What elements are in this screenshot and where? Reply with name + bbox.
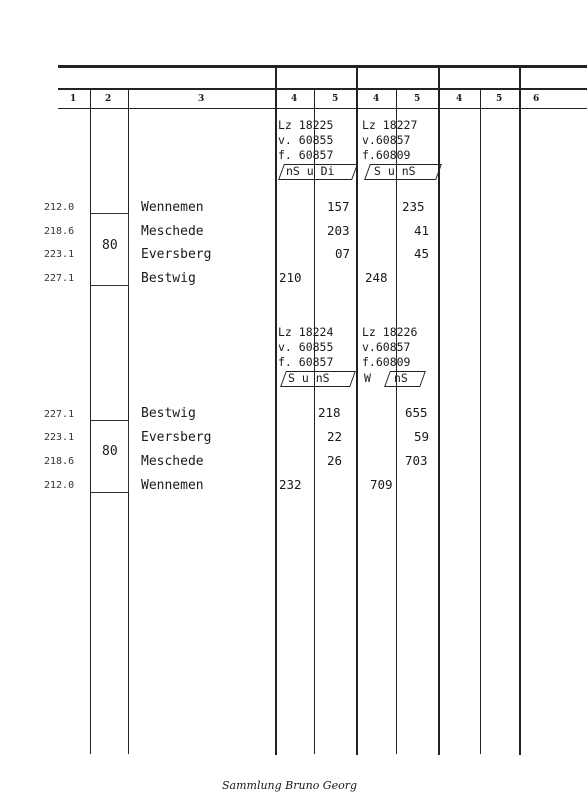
time-a5: 203 xyxy=(327,223,350,238)
col-number-5c: 5 xyxy=(496,94,503,104)
train-b-note: nS xyxy=(394,371,408,385)
train-b-note: S u nS xyxy=(374,164,416,178)
header-rule-top xyxy=(58,88,587,90)
col-number-5: 5 xyxy=(332,94,339,104)
time-a4: 210 xyxy=(279,270,302,285)
train-b-line-2: v.60857 xyxy=(362,340,411,354)
km-value: 227.1 xyxy=(44,273,75,284)
col-number-4: 4 xyxy=(291,94,298,104)
station-name: Meschede xyxy=(141,224,204,239)
train-b-note-prefix: W xyxy=(364,371,371,385)
col-number-4c: 4 xyxy=(456,94,463,104)
time-a5: 218 xyxy=(318,405,341,420)
km-value: 218.6 xyxy=(44,456,75,467)
train-b-line-3: f.60809 xyxy=(362,148,411,162)
time-b4: 248 xyxy=(365,270,388,285)
collection-credit: Sammlung Bruno Georg xyxy=(222,779,358,792)
train-a-line-3: f. 60857 xyxy=(278,355,334,369)
km-value: 223.1 xyxy=(44,249,75,260)
col-divider-5 xyxy=(356,65,358,755)
speed-value-2: 80 xyxy=(102,444,118,459)
station-name: Bestwig xyxy=(141,406,196,421)
col-divider-9 xyxy=(519,65,521,755)
train-a-note: S u nS xyxy=(288,371,330,385)
col-divider-4 xyxy=(314,89,315,754)
train-a-line-1: Lz 18224 xyxy=(278,325,334,339)
train-a-line-2: v. 60855 xyxy=(278,133,334,147)
km-value: 212.0 xyxy=(44,202,75,213)
col-number-5b: 5 xyxy=(414,94,421,104)
km-value: 223.1 xyxy=(44,432,75,443)
col-number-3: 3 xyxy=(198,94,205,104)
col-divider-3 xyxy=(275,65,277,755)
header-rule-bottom xyxy=(58,108,587,109)
time-a5: 22 xyxy=(327,429,343,444)
station-name: Wennemen xyxy=(141,200,204,215)
col-divider-8 xyxy=(480,89,481,754)
time-b5: 45 xyxy=(414,246,430,261)
station-name: Eversberg xyxy=(141,247,212,262)
train-a-line-1: Lz 18225 xyxy=(278,118,334,132)
time-b5: 235 xyxy=(402,199,425,214)
km-value: 218.6 xyxy=(44,226,75,237)
speed-value-1: 80 xyxy=(102,238,118,253)
col-number-1: 1 xyxy=(70,94,77,104)
station-name: Eversberg xyxy=(141,430,212,445)
time-a5: 157 xyxy=(327,199,350,214)
train-b-line-1: Lz 18226 xyxy=(362,325,418,339)
time-b5: 59 xyxy=(414,429,430,444)
time-b5: 655 xyxy=(405,405,428,420)
time-a5: 26 xyxy=(327,453,343,468)
time-a4: 232 xyxy=(279,477,302,492)
col-divider-6 xyxy=(396,89,397,754)
train-b-line-2: v.60857 xyxy=(362,133,411,147)
train-b-line-1: Lz 18227 xyxy=(362,118,418,132)
km-value: 227.1 xyxy=(44,409,75,420)
km-value: 212.0 xyxy=(44,480,75,491)
time-a5: 07 xyxy=(335,246,351,261)
train-a-note: nS u Di xyxy=(286,164,335,178)
time-b4: 709 xyxy=(370,477,393,492)
col-number-6: 6 xyxy=(533,94,540,104)
station-name: Meschede xyxy=(141,454,204,469)
time-b5: 703 xyxy=(405,453,428,468)
train-a-line-3: f. 60857 xyxy=(278,148,334,162)
train-b-line-3: f.60809 xyxy=(362,355,411,369)
station-name: Bestwig xyxy=(141,271,196,286)
col-number-4b: 4 xyxy=(373,94,380,104)
col-number-2: 2 xyxy=(105,94,112,104)
time-b5: 41 xyxy=(414,223,430,238)
station-name: Wennemen xyxy=(141,478,204,493)
train-a-line-2: v. 60855 xyxy=(278,340,334,354)
top-rule xyxy=(58,65,587,68)
